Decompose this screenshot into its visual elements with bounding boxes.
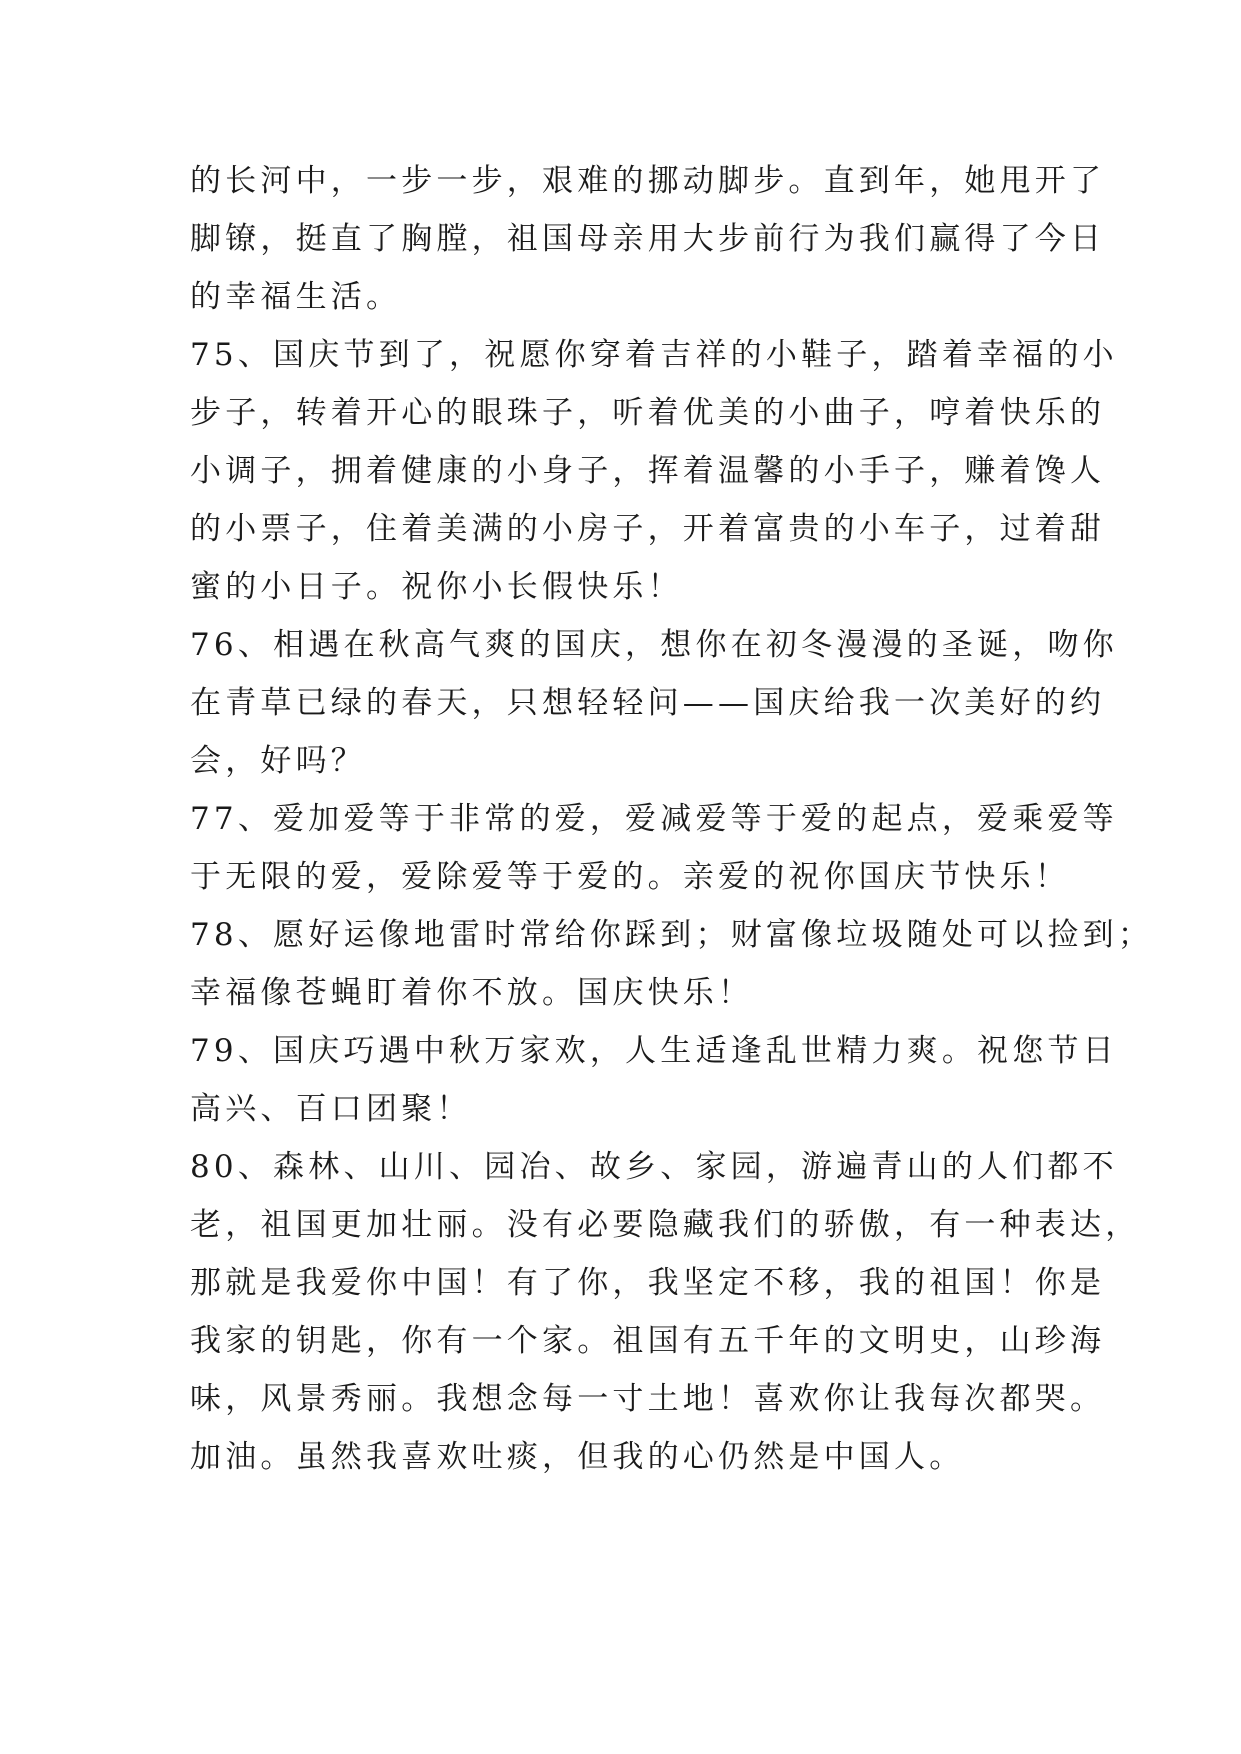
- text-line: 那就是我爱你中国！有了你，我坚定不移，我的祖国！你是: [190, 1265, 1106, 1301]
- text-line: 76、相遇在秋高气爽的国庆，想你在初冬漫漫的圣诞，吻你: [190, 627, 1118, 663]
- text-line: 75、国庆节到了，祝愿你穿着吉祥的小鞋子，踏着幸福的小: [190, 337, 1118, 373]
- text-line: 的小票子，住着美满的小房子，开着富贵的小车子，过着甜: [190, 511, 1106, 547]
- text-line: 脚镣，挺直了胸膛，祖国母亲用大步前行为我们赢得了今日: [190, 221, 1106, 257]
- text-line: 会，好吗？: [190, 743, 366, 779]
- text-line: 我家的钥匙，你有一个家。祖国有五千年的文明史，山珍海: [190, 1323, 1106, 1359]
- text-line: 加油。虽然我喜欢吐痰，但我的心仍然是中国人。: [190, 1439, 965, 1475]
- text-line: 78、愿好运像地雷时常给你踩到；财富像垃圾随处可以捡到；: [190, 917, 1154, 953]
- text-line: 小调子，拥着健康的小身子，挥着温馨的小手子，赚着馋人: [190, 453, 1106, 489]
- text-line: 味，风景秀丽。我想念每一寸土地！喜欢你让我每次都哭。: [190, 1381, 1106, 1417]
- text-line: 79、国庆巧遇中秋万家欢，人生适逢乱世精力爽。祝您节日: [190, 1033, 1118, 1069]
- text-line: 老，祖国更加壮丽。没有必要隐藏我们的骄傲，有一种表达，: [190, 1207, 1141, 1243]
- text-line: 高兴、百口团聚！: [190, 1091, 472, 1127]
- text-line: 蜜的小日子。祝你小长假快乐！: [190, 569, 683, 605]
- text-line: 幸福像苍蝇盯着你不放。国庆快乐！: [190, 975, 754, 1011]
- text-line: 在青草已绿的春天，只想轻轻问——国庆给我一次美好的约: [190, 685, 1106, 721]
- text-line: 的幸福生活。: [190, 279, 402, 315]
- text-line: 步子，转着开心的眼珠子，听着优美的小曲子，哼着快乐的: [190, 395, 1106, 431]
- text-line: 77、爱加爱等于非常的爱，爱减爱等于爱的起点，爱乘爱等: [190, 801, 1118, 837]
- text-line: 的长河中，一步一步，艰难的挪动脚步。直到年，她甩开了: [190, 163, 1106, 199]
- text-line: 于无限的爱，爱除爱等于爱的。亲爱的祝你国庆节快乐！: [190, 859, 1070, 895]
- text-line: 80、森林、山川、园冶、故乡、家园，游遍青山的人们都不: [190, 1149, 1118, 1185]
- body-text: [190, 152, 1154, 1486]
